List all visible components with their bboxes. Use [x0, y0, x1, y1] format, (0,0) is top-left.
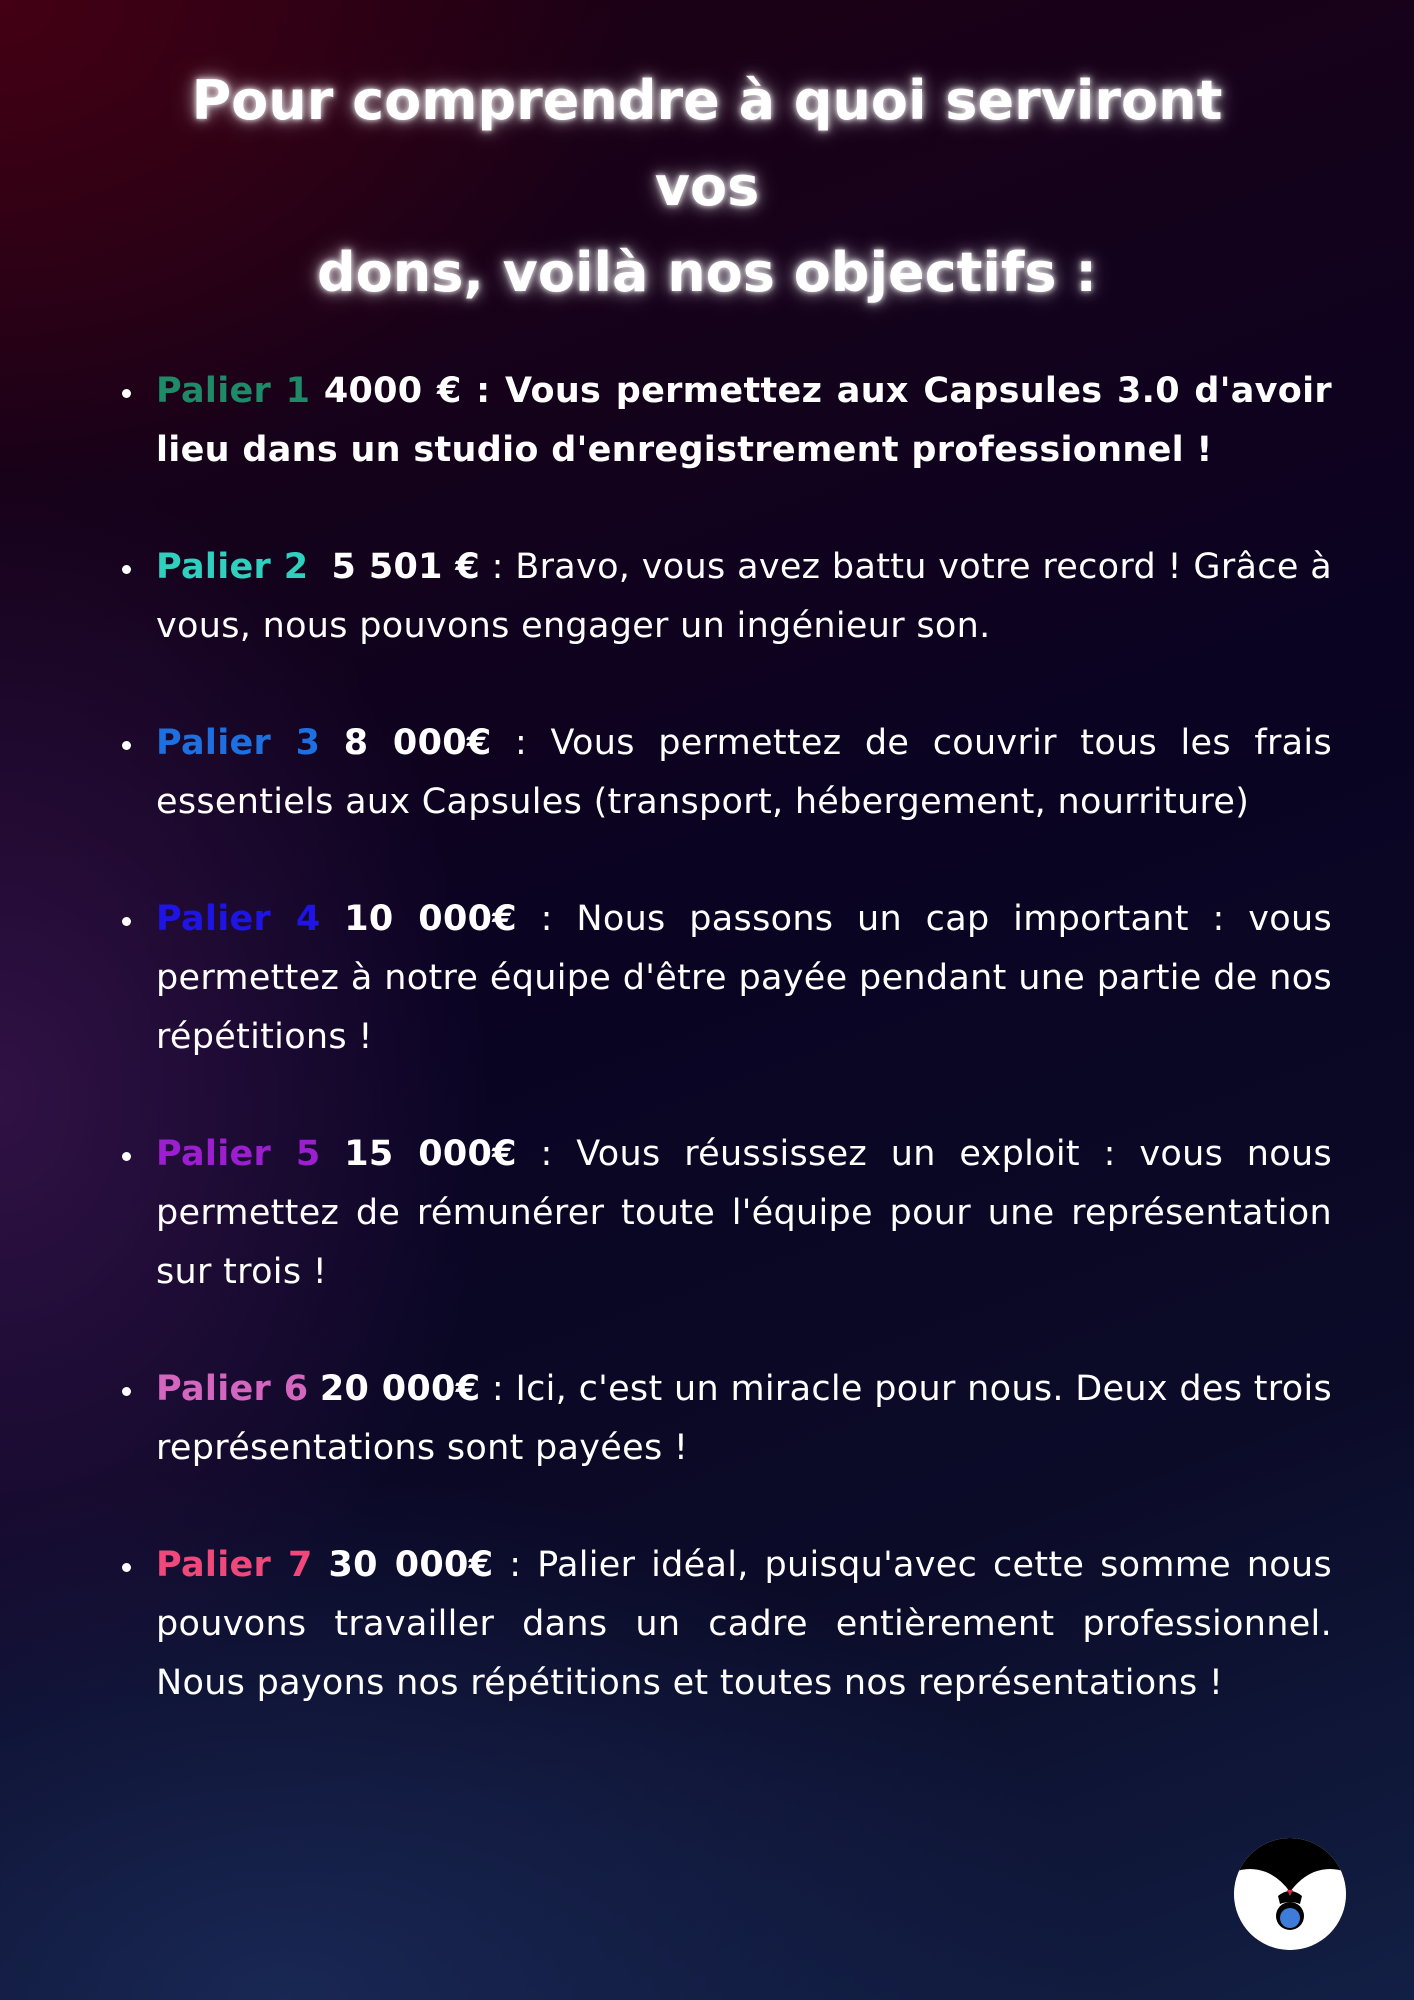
tier-name: Palier 6	[156, 1369, 309, 1409]
tier-description: : Vous permettez de couvrir tous les frais essentiels aux Capsules (transport, hébergement, nourriture)	[156, 723, 1332, 822]
tier-name: Palier 5	[156, 1134, 321, 1174]
bullet-icon	[122, 1563, 131, 1572]
tier-list	[122, 362, 1332, 1713]
tier-item-4	[122, 890, 1332, 1067]
bullet-icon	[122, 1387, 131, 1396]
page-title	[130, 58, 1284, 316]
bullet-icon	[122, 917, 131, 926]
tier-name: Palier 7	[156, 1545, 313, 1585]
bullet-icon	[122, 565, 131, 574]
tier-amount: 10 000€	[344, 899, 517, 939]
tier-item-1	[122, 362, 1332, 480]
tier-amount: 30 000€	[328, 1545, 494, 1585]
title-line-2: dons, voilà nos objectifs :	[317, 241, 1097, 304]
bird-logo-icon	[1234, 1838, 1346, 1950]
tier-item-7	[122, 1536, 1332, 1713]
tier-description: : Nous passons un cap important : vous permettez à notre équipe d'être payée pendant une partie de nos répétitions !	[156, 899, 1333, 1057]
tier-amount: 4000 €	[323, 371, 462, 411]
bullet-icon	[122, 741, 131, 750]
tier-name: Palier 4	[156, 899, 321, 939]
tier-description: : Ici, c'est un miracle pour nous. Deux des trois représentations sont payées !	[156, 1369, 1333, 1468]
bird-logo-graphic	[1234, 1838, 1346, 1950]
tier-amount: 8 000€	[343, 723, 492, 763]
tier-name: Palier 3	[156, 723, 321, 763]
tier-item-6	[122, 1360, 1332, 1478]
tier-description: : Palier idéal, puisqu'avec cette somme nous pouvons travailler dans un cadre entièrement professionnel. Nous payons nos répétitions et toutes nos représentations !	[156, 1545, 1333, 1703]
tier-item-2	[122, 538, 1332, 656]
tier-description: : Vous réussissez un exploit : vous nous permettez de rémunérer toute l'équipe pour une représentation sur trois !	[156, 1134, 1332, 1292]
tier-name: Palier 1	[156, 371, 311, 411]
bullet-icon	[122, 1152, 131, 1161]
tier-amount: 5 501 €	[331, 547, 481, 587]
tier-amount: 20 000€	[319, 1369, 481, 1409]
tier-item-3	[122, 714, 1332, 832]
tier-description: : Vous permettez aux Capsules 3.0 d'avoir lieu dans un studio d'enregistrement professionnel !	[156, 371, 1332, 470]
tier-name: Palier 2	[156, 547, 309, 587]
bullet-icon	[122, 389, 131, 398]
tier-description: : Bravo, vous avez battu votre record ! Grâce à vous, nous pouvons engager un ingénieur son.	[156, 547, 1332, 646]
title-line-1: Pour comprendre à quoi serviront vos	[191, 69, 1223, 218]
tier-item-5	[122, 1125, 1332, 1302]
tier-amount: 15 000€	[344, 1134, 517, 1174]
